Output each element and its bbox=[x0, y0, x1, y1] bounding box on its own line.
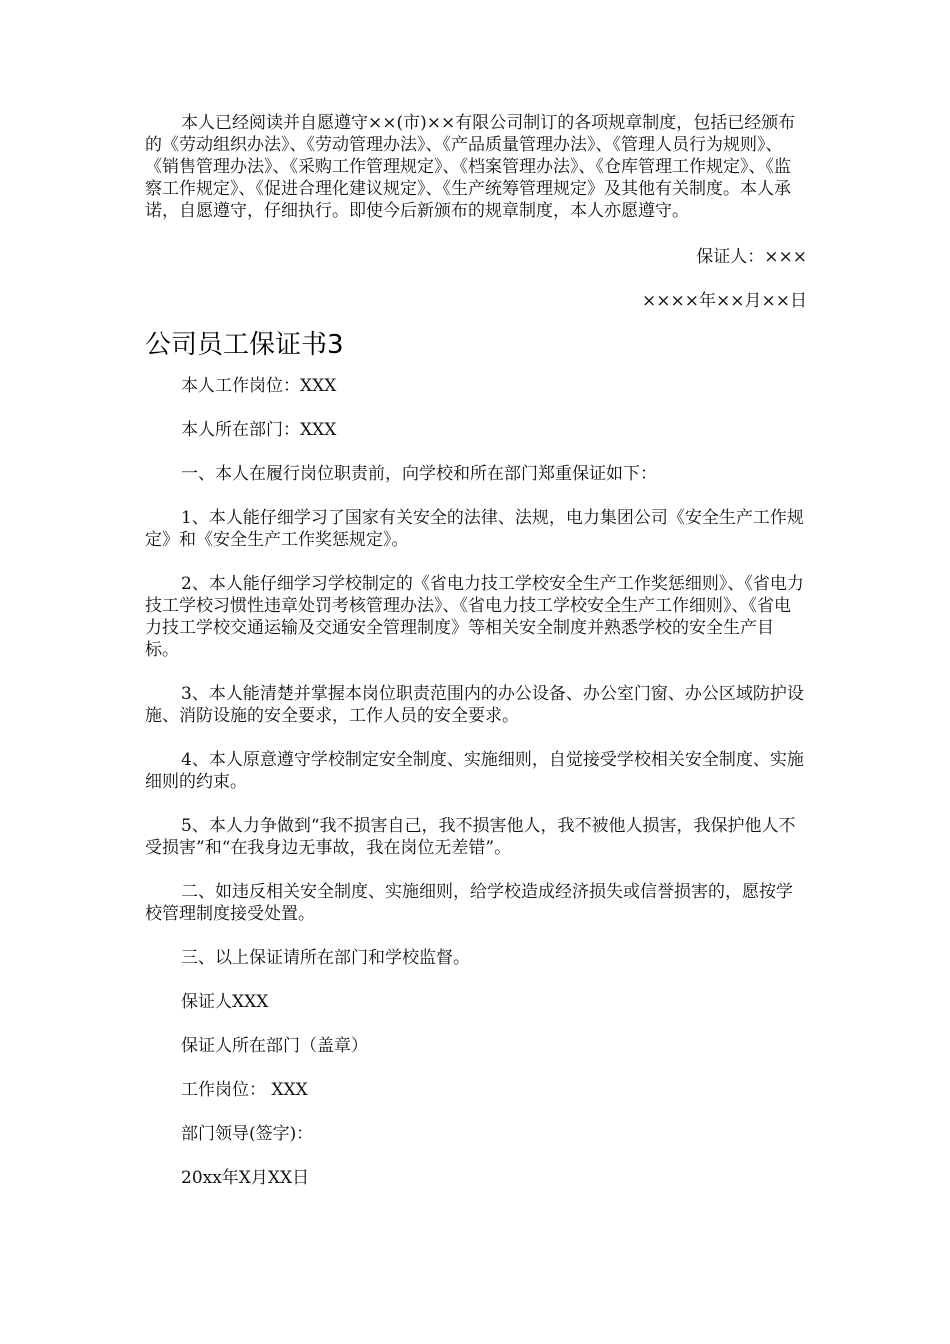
item-1: 1、本人能仔细学习了国家有关安全的法律、法规，电力集团公司《安全生产工作规定》和《安全生产工作奖惩规定》。 bbox=[145, 508, 804, 550]
clause-2: 二、如违反相关安全制度、实施细则，给学校造成经济损失或信誉损害的，愿按学校管理制度接受处置。 bbox=[145, 882, 793, 924]
signature-department: 保证人所在部门（盖章） bbox=[181, 1036, 368, 1056]
signature-leader: 部门领导(签字)： bbox=[181, 1124, 314, 1144]
guarantor-line: 保证人：××× bbox=[696, 247, 807, 267]
regulations-paragraph: 本人已经阅读并自愿遵守××(市)××有限公司制订的各项规章制度，包括已经颁布的《劳动组织办法》、《劳动管理办法》、《产品质量管理办法》、《管理人员行为规则》、《销售管理办法》、《采购工作管理规定》、《档案管理办法》、《仓库管理工作规定》、《监察工作规定》、《促进合理化建议规定》、《生产统筹管理规定》及其他有关制度。本人承诺，自愿遵守，仔细执行。即使今后新颁布的规章制度，本人亦愿遵守。 bbox=[145, 113, 796, 221]
item-4: 4、本人原意遵守学校制定安全制度、实施细则，自觉接受学校相关安全制度、实施细则的约束。 bbox=[145, 750, 804, 792]
item-2: 2、本人能仔细学习学校制定的《省电力技工学校安全生产工作奖惩细则》、《省电力技工学校习惯性违章处罚考核管理办法》、《省电力技工学校安全生产工作细则》、《省电力技工学校交通运输及交通安全管理制度》等相关安全制度并熟悉学校的安全生产目标。 bbox=[145, 574, 804, 660]
signature-date: 20xx年X月XX日 bbox=[181, 1168, 310, 1188]
clause-3: 三、以上保证请所在部门和学校监督。 bbox=[181, 948, 470, 968]
section-title: 公司员工保证书3 bbox=[145, 330, 344, 360]
item-3: 3、本人能清楚并掌握本岗位职责范围内的办公设备、办公室门窗、办公区域防护设施、消防设施的安全要求，工作人员的安全要求。 bbox=[145, 684, 804, 726]
job-position-line: 本人工作岗位：XXX bbox=[181, 376, 337, 396]
department-line: 本人所在部门：XXX bbox=[181, 420, 337, 440]
signature-position: 工作岗位： XXX bbox=[181, 1080, 308, 1100]
document-page bbox=[145, 112, 807, 1189]
item-5: 5、本人力争做到“我不损害自己，我不损害他人，我不被他人损害，我保护他人不受损害”和“在我身边无事故，我在岗位无差错”。 bbox=[145, 816, 796, 858]
intro-clause: 一、本人在履行岗位职责前，向学校和所在部门郑重保证如下： bbox=[181, 464, 657, 484]
signature-guarantor: 保证人XXX bbox=[181, 992, 269, 1012]
date-line: ××××年××月××日 bbox=[642, 291, 807, 311]
